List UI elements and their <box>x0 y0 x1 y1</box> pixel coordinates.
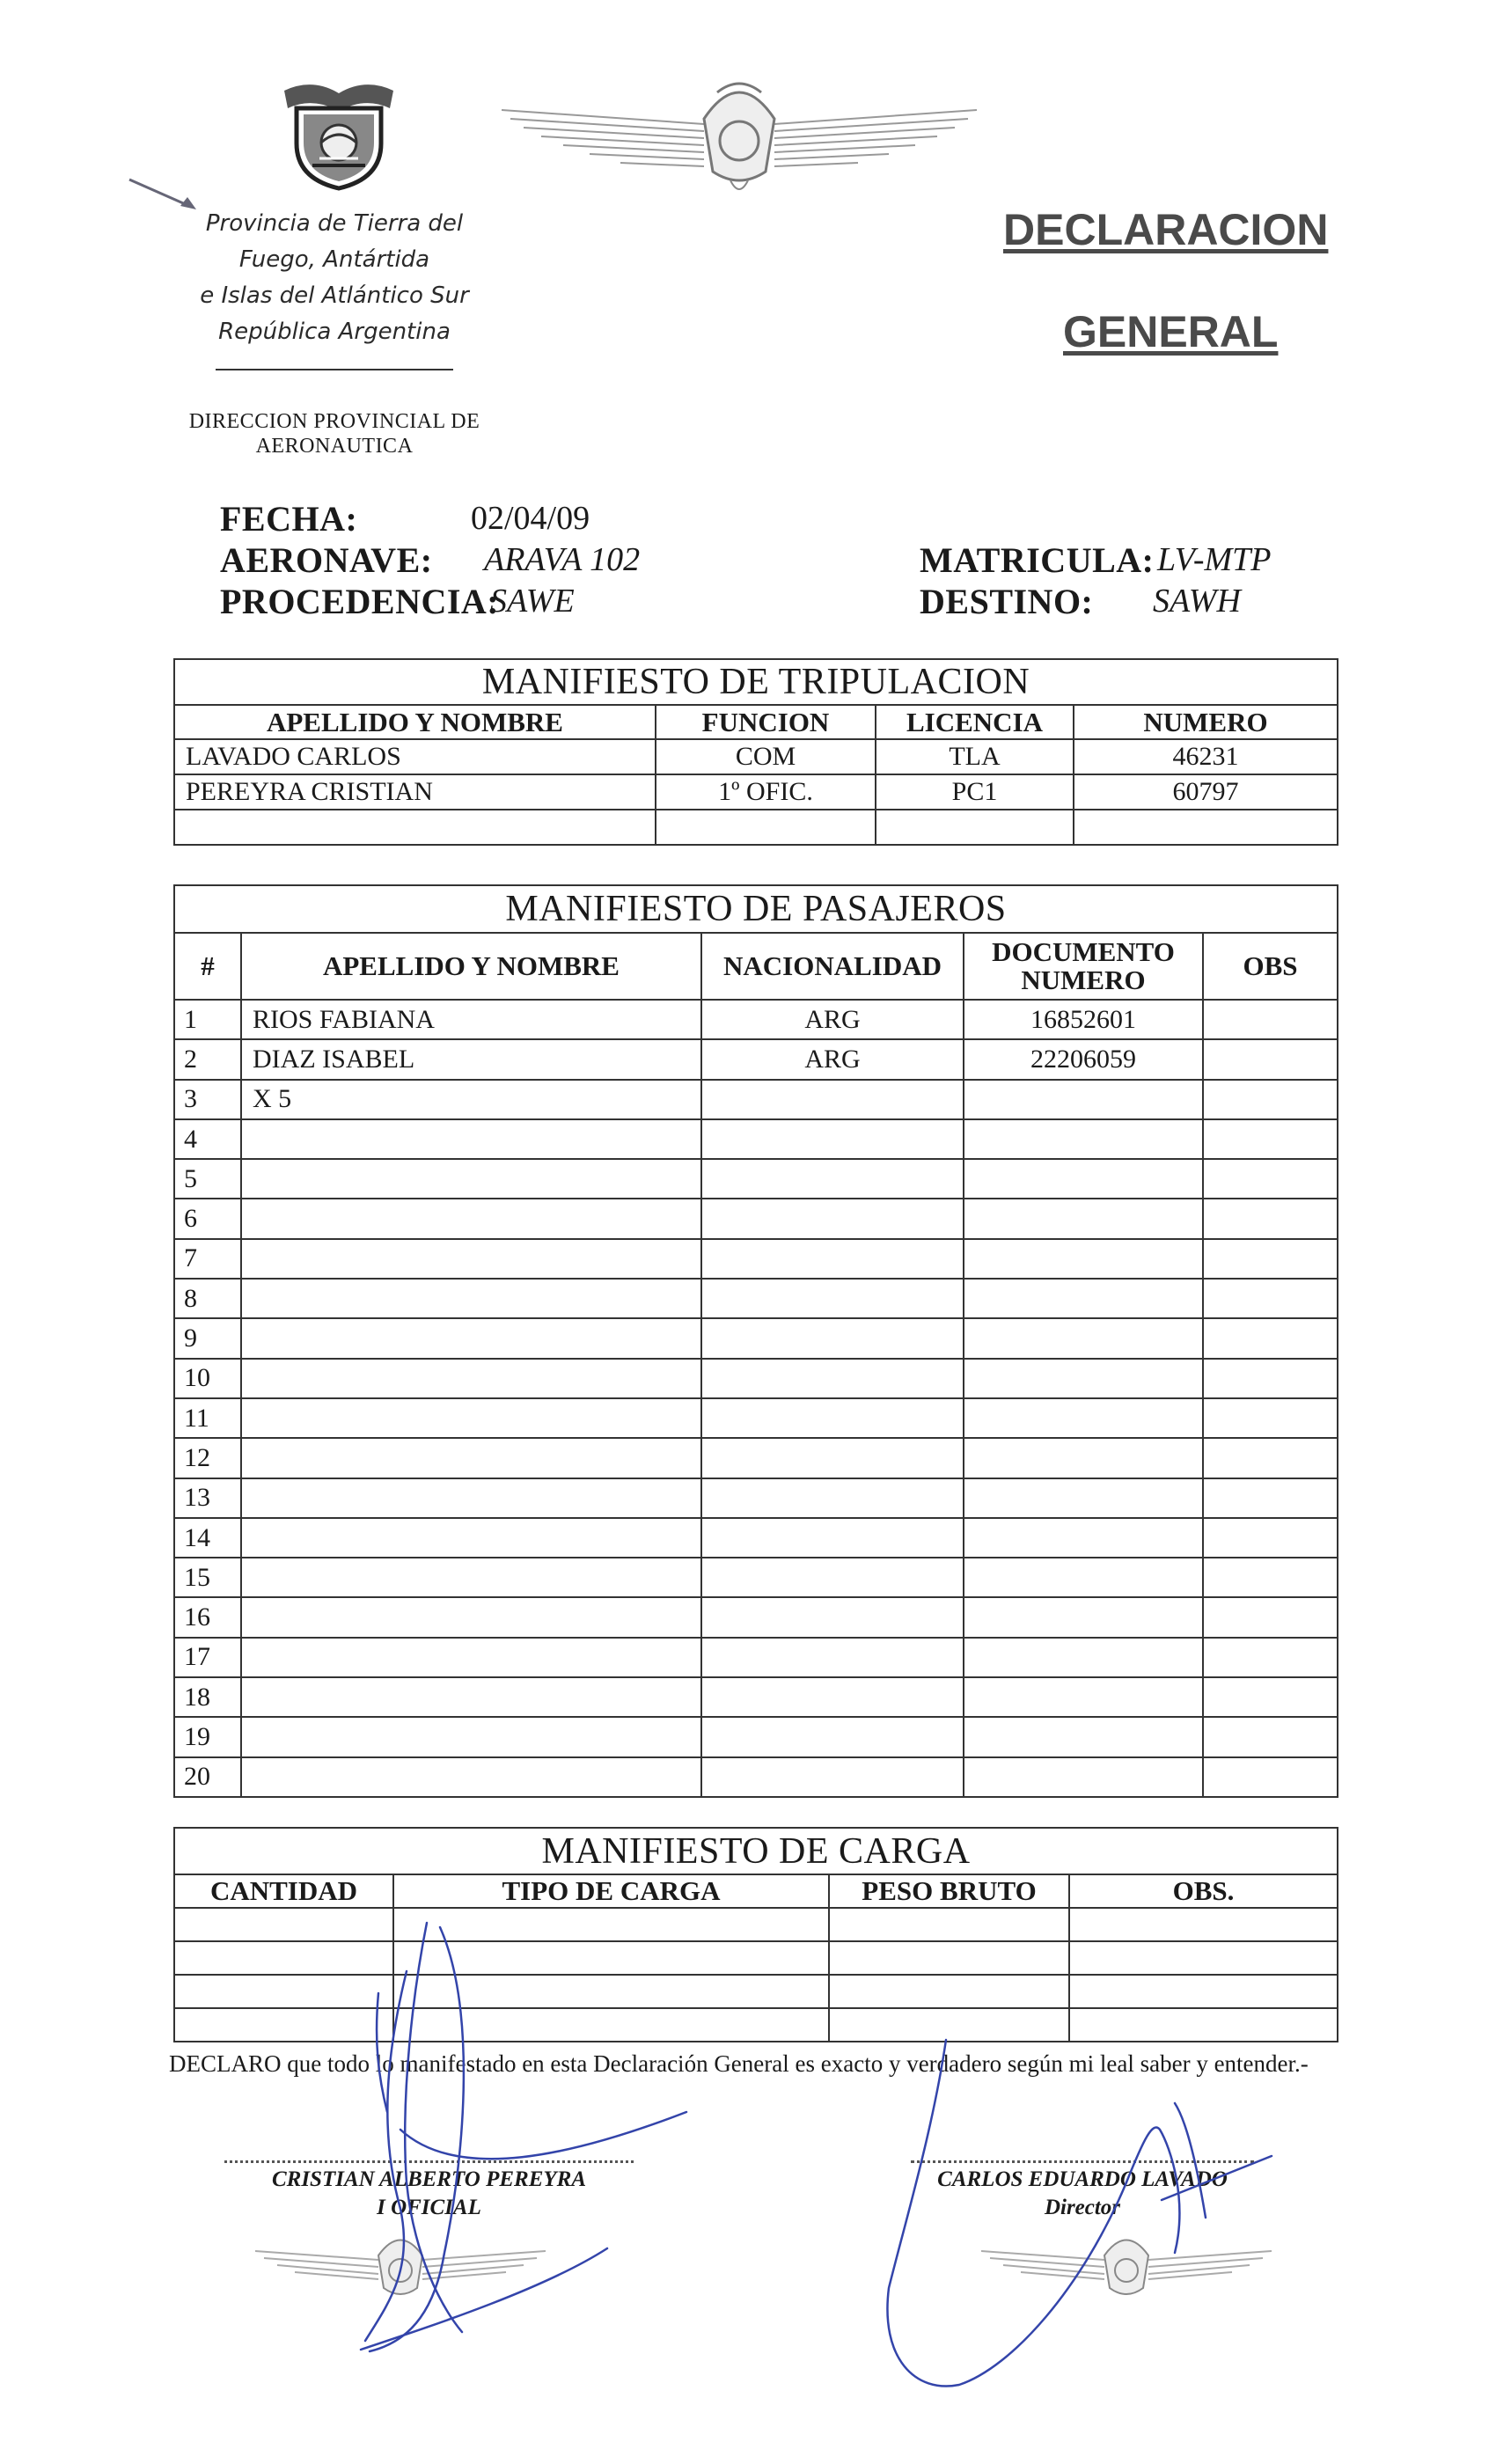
matricula-label: MATRICULA: <box>920 540 1155 580</box>
passenger-name-cell <box>241 1638 701 1677</box>
signature-line <box>224 2160 634 2163</box>
passenger-index-cell: 13 <box>174 1478 241 1518</box>
table-row <box>174 1159 1338 1199</box>
passenger-name-cell <box>241 1119 701 1159</box>
column-header: OBS <box>1203 933 1338 1000</box>
crew-license-cell: PC1 <box>876 774 1074 810</box>
divider <box>216 369 453 370</box>
crew-license-cell <box>876 810 1074 845</box>
passenger-obs-cell <box>1203 1558 1338 1597</box>
passenger-nationality-cell <box>701 1199 964 1238</box>
passenger-document-cell <box>964 1080 1203 1119</box>
table-row <box>174 1677 1338 1717</box>
cargo-obs-cell <box>1069 1908 1338 1941</box>
passenger-name-cell <box>241 1398 701 1438</box>
table-row <box>174 1359 1338 1398</box>
passenger-obs-cell <box>1203 1159 1338 1199</box>
passenger-document-cell <box>964 1478 1203 1518</box>
crew-name-cell: PEREYRA CRISTIAN <box>174 774 656 810</box>
passenger-obs-cell <box>1203 1597 1338 1637</box>
passenger-nationality-cell <box>701 1398 964 1438</box>
passenger-document-cell <box>964 1757 1203 1797</box>
passenger-nationality-cell <box>701 1159 964 1199</box>
province-line: e Islas del Atlántico Sur <box>200 282 469 309</box>
passenger-nationality-cell <box>701 1080 964 1119</box>
column-header: CANTIDAD <box>174 1874 393 1908</box>
fecha-label: FECHA: <box>220 499 358 539</box>
table-row <box>174 810 1338 845</box>
passenger-document-cell <box>964 1199 1203 1238</box>
table-row <box>174 2008 1338 2042</box>
aviation-wings-emblem-icon <box>981 2225 1272 2304</box>
cargo-weight-cell <box>829 1975 1069 2008</box>
table-row <box>174 1080 1338 1119</box>
cargo-type-cell <box>393 1941 829 1975</box>
column-header: # <box>174 933 241 1000</box>
passenger-nationality-cell <box>701 1757 964 1797</box>
signatory-role: Director <box>1044 2196 1121 2219</box>
passenger-nationality-cell <box>701 1359 964 1398</box>
passenger-manifest-title: MANIFIESTO DE PASAJEROS <box>174 885 1338 933</box>
destino-value: SAWH <box>1153 583 1241 620</box>
column-header: FUNCION <box>656 705 876 739</box>
passenger-index-cell: 10 <box>174 1359 241 1398</box>
passenger-document-cell <box>964 1159 1203 1199</box>
passenger-document-cell <box>964 1119 1203 1159</box>
passenger-index-cell: 17 <box>174 1638 241 1677</box>
declaration-text: DECLARO que todo lo manifestado en esta Declaración General es exacto y verdadero según mi leal saber y entender.- <box>169 2050 1309 2077</box>
table-row <box>174 1478 1338 1518</box>
column-header: NACIONALIDAD <box>701 933 964 1000</box>
cargo-quantity-cell <box>174 1941 393 1975</box>
passenger-nationality-cell <box>701 1318 964 1358</box>
passenger-obs-cell <box>1203 1000 1338 1039</box>
destino-label: DESTINO: <box>920 582 1094 621</box>
passenger-document-cell: 16852601 <box>964 1000 1203 1039</box>
cargo-type-cell <box>393 1975 829 2008</box>
signatory-name: CARLOS EDUARDO LAVADO <box>937 2167 1228 2191</box>
passenger-index-cell: 6 <box>174 1199 241 1238</box>
passenger-name-cell <box>241 1159 701 1199</box>
passenger-name-cell: X 5 <box>241 1080 701 1119</box>
table-row <box>174 1119 1338 1159</box>
passenger-index-cell: 7 <box>174 1239 241 1279</box>
passenger-nationality-cell <box>701 1438 964 1478</box>
crew-name-cell: LAVADO CARLOS <box>174 739 656 774</box>
procedencia-label: PROCEDENCIA: <box>220 582 500 621</box>
passenger-document-cell <box>964 1717 1203 1756</box>
province-name <box>176 206 493 350</box>
table-row <box>174 1597 1338 1637</box>
passenger-nationality-cell <box>701 1279 964 1318</box>
aeronave-value: ARAVA 102 <box>484 541 641 578</box>
cargo-type-cell <box>393 1908 829 1941</box>
passenger-index-cell: 15 <box>174 1558 241 1597</box>
signature-line <box>911 2160 1254 2163</box>
passenger-name-cell <box>241 1279 701 1318</box>
passenger-document-cell <box>964 1597 1203 1637</box>
passenger-name-cell <box>241 1597 701 1637</box>
column-header: DOCUMENTO NUMERO <box>964 933 1203 1000</box>
passenger-nationality-cell <box>701 1518 964 1558</box>
table-row <box>174 774 1338 810</box>
crew-manifest-title: MANIFIESTO DE TRIPULACION <box>174 659 1338 705</box>
crew-license-cell: TLA <box>876 739 1074 774</box>
passenger-index-cell: 4 <box>174 1119 241 1159</box>
passenger-nationality-cell <box>701 1478 964 1518</box>
crew-function-cell: COM <box>656 739 876 774</box>
procedencia-value: SAWE <box>490 583 575 620</box>
direccion-line: DIRECCION PROVINCIAL DE <box>188 410 480 433</box>
table-row <box>174 1199 1338 1238</box>
direccion-line: AERONAUTICA <box>255 435 414 458</box>
crew-number-cell: 60797 <box>1074 774 1338 810</box>
cargo-weight-cell <box>829 1941 1069 1975</box>
passenger-obs-cell <box>1203 1478 1338 1518</box>
table-row <box>174 1975 1338 2008</box>
passenger-document-cell <box>964 1518 1203 1558</box>
passenger-obs-cell <box>1203 1239 1338 1279</box>
passenger-index-cell: 3 <box>174 1080 241 1119</box>
passenger-name-cell <box>241 1478 701 1518</box>
document-title-line-1: DECLARACION <box>1003 205 1329 254</box>
passenger-name-cell <box>241 1677 701 1717</box>
passenger-obs-cell <box>1203 1080 1338 1119</box>
passenger-document-cell <box>964 1318 1203 1358</box>
aeronave-label: AERONAVE: <box>220 540 433 580</box>
passenger-index-cell: 18 <box>174 1677 241 1717</box>
crew-manifest-table <box>173 658 1338 846</box>
passenger-obs-cell <box>1203 1119 1338 1159</box>
passenger-name-cell <box>241 1239 701 1279</box>
passenger-nationality-cell: ARG <box>701 1000 964 1039</box>
passenger-name-cell <box>241 1318 701 1358</box>
passenger-document-cell <box>964 1677 1203 1717</box>
table-row <box>174 1638 1338 1677</box>
cargo-type-cell <box>393 2008 829 2042</box>
column-header: NUMERO <box>1074 705 1338 739</box>
passenger-obs-cell <box>1203 1677 1338 1717</box>
passenger-obs-cell <box>1203 1359 1338 1398</box>
passenger-name-cell <box>241 1717 701 1756</box>
table-row <box>174 1757 1338 1797</box>
passenger-nationality-cell <box>701 1597 964 1637</box>
document-title-line-2: GENERAL <box>1063 307 1279 356</box>
passenger-document-cell <box>964 1359 1203 1398</box>
cargo-weight-cell <box>829 1908 1069 1941</box>
cargo-obs-cell <box>1069 1975 1338 2008</box>
passenger-obs-cell <box>1203 1279 1338 1318</box>
passenger-document-cell <box>964 1239 1203 1279</box>
table-row <box>174 1039 1338 1079</box>
passenger-index-cell: 5 <box>174 1159 241 1199</box>
table-row <box>174 1398 1338 1438</box>
passenger-nationality-cell <box>701 1638 964 1677</box>
passenger-name-cell <box>241 1558 701 1597</box>
crew-number-cell: 46231 <box>1074 739 1338 774</box>
cargo-manifest-title: MANIFIESTO DE CARGA <box>174 1828 1338 1874</box>
passenger-obs-cell <box>1203 1039 1338 1079</box>
passenger-index-cell: 1 <box>174 1000 241 1039</box>
passenger-document-cell <box>964 1558 1203 1597</box>
table-row <box>174 1558 1338 1597</box>
passenger-name-cell <box>241 1199 701 1238</box>
passenger-obs-cell <box>1203 1199 1338 1238</box>
column-header: APELLIDO Y NOMBRE <box>241 933 701 1000</box>
province-line: Fuego, Antártida <box>238 246 430 273</box>
matricula-value: LV-MTP <box>1157 541 1272 578</box>
passenger-document-cell <box>964 1438 1203 1478</box>
direccion-label <box>132 409 537 458</box>
cargo-weight-cell <box>829 2008 1069 2042</box>
column-header: PESO BRUTO <box>829 1874 1069 1908</box>
passenger-index-cell: 12 <box>174 1438 241 1478</box>
cargo-quantity-cell <box>174 2008 393 2042</box>
passenger-nationality-cell <box>701 1558 964 1597</box>
passenger-name-cell: DIAZ ISABEL <box>241 1039 701 1079</box>
passenger-index-cell: 14 <box>174 1518 241 1558</box>
aviation-wings-emblem-icon <box>255 2225 546 2304</box>
passenger-obs-cell <box>1203 1757 1338 1797</box>
passenger-obs-cell <box>1203 1438 1338 1478</box>
passenger-index-cell: 9 <box>174 1318 241 1358</box>
passenger-obs-cell <box>1203 1398 1338 1438</box>
table-row <box>174 1438 1338 1478</box>
cargo-quantity-cell <box>174 1975 393 2008</box>
table-row <box>174 1717 1338 1756</box>
fecha-value: 02/04/09 <box>471 500 590 537</box>
passenger-document-cell <box>964 1398 1203 1438</box>
passenger-obs-cell <box>1203 1518 1338 1558</box>
table-row <box>174 1000 1338 1039</box>
passenger-document-cell: 22206059 <box>964 1039 1203 1079</box>
passenger-name-cell: RIOS FABIANA <box>241 1000 701 1039</box>
passenger-index-cell: 8 <box>174 1279 241 1318</box>
column-header: TIPO DE CARGA <box>393 1874 829 1908</box>
passenger-nationality-cell <box>701 1717 964 1756</box>
passenger-index-cell: 16 <box>174 1597 241 1637</box>
crew-function-cell: 1º OFIC. <box>656 774 876 810</box>
passenger-document-cell <box>964 1279 1203 1318</box>
table-row <box>174 1318 1338 1358</box>
table-row <box>174 1908 1338 1941</box>
passenger-name-cell <box>241 1757 701 1797</box>
cargo-manifest-table <box>173 1827 1338 2042</box>
crew-function-cell <box>656 810 876 845</box>
table-row <box>174 1279 1338 1318</box>
cargo-obs-cell <box>1069 2008 1338 2042</box>
crew-name-cell <box>174 810 656 845</box>
table-row <box>174 1239 1338 1279</box>
column-header: LICENCIA <box>876 705 1074 739</box>
passenger-manifest-table <box>173 884 1338 1798</box>
cargo-obs-cell <box>1069 1941 1338 1975</box>
table-row <box>174 1518 1338 1558</box>
passenger-obs-cell <box>1203 1318 1338 1358</box>
passenger-index-cell: 19 <box>174 1717 241 1756</box>
signatory-role: I OFICIAL <box>377 2196 481 2219</box>
passenger-nationality-cell <box>701 1119 964 1159</box>
passenger-obs-cell <box>1203 1638 1338 1677</box>
cargo-quantity-cell <box>174 1908 393 1941</box>
passenger-index-cell: 11 <box>174 1398 241 1438</box>
passenger-nationality-cell <box>701 1239 964 1279</box>
passenger-document-cell <box>964 1638 1203 1677</box>
provincial-crest-icon <box>277 77 400 192</box>
passenger-nationality-cell: ARG <box>701 1039 964 1079</box>
passenger-obs-cell <box>1203 1717 1338 1756</box>
passenger-index-cell: 20 <box>174 1757 241 1797</box>
passenger-index-cell: 2 <box>174 1039 241 1079</box>
column-header: OBS. <box>1069 1874 1338 1908</box>
province-line: Provincia de Tierra del <box>205 210 464 237</box>
aviation-wings-emblem-icon <box>502 66 977 198</box>
passenger-name-cell <box>241 1438 701 1478</box>
passenger-name-cell <box>241 1359 701 1398</box>
province-line: República Argentina <box>218 319 451 345</box>
table-row <box>174 739 1338 774</box>
passenger-nationality-cell <box>701 1677 964 1717</box>
signatory-name: CRISTIAN ALBERTO PEREYRA <box>271 2167 587 2191</box>
column-header: APELLIDO Y NOMBRE <box>174 705 656 739</box>
passenger-name-cell <box>241 1518 701 1558</box>
crew-number-cell <box>1074 810 1338 845</box>
table-row <box>174 1941 1338 1975</box>
